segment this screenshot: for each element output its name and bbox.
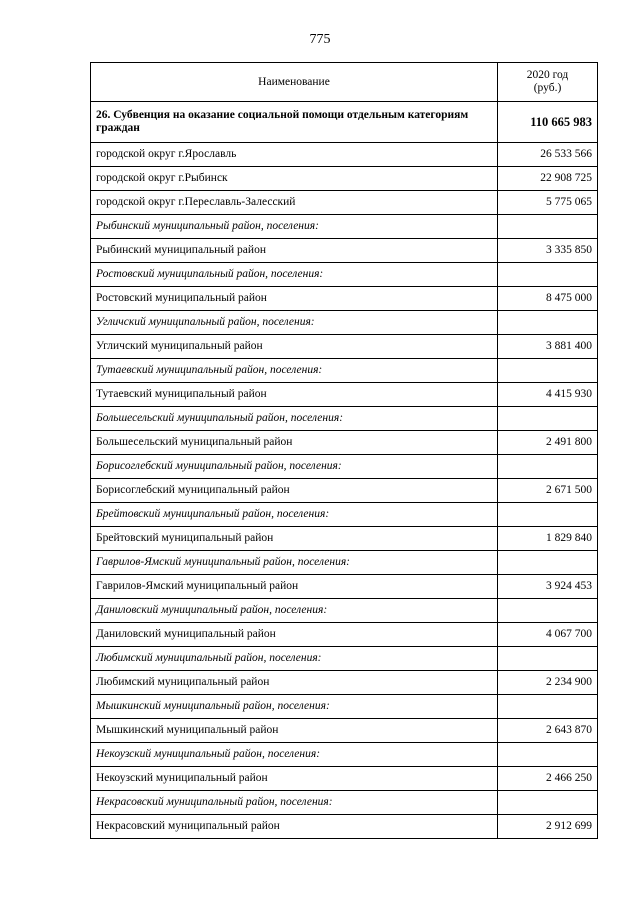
subheader-row <box>91 263 598 287</box>
row-name: Большесельский муниципальный район, поселения: <box>91 407 498 431</box>
row-value <box>498 791 598 815</box>
row-name: Борисоглебский муниципальный район, поселения: <box>91 455 498 479</box>
row-value: 2 466 250 <box>498 767 598 791</box>
row-value <box>498 311 598 335</box>
subheader-row <box>91 215 598 239</box>
row-name: Любимский муниципальный район, поселения: <box>91 647 498 671</box>
row-name: Гаврилов-Ямский муниципальный район <box>91 575 498 599</box>
row-value <box>498 743 598 767</box>
row-name: Тутаевский муниципальный район <box>91 383 498 407</box>
row-value <box>498 647 598 671</box>
row-value: 2 643 870 <box>498 719 598 743</box>
table-row <box>91 191 598 215</box>
row-value <box>498 407 598 431</box>
subheader-row <box>91 455 598 479</box>
row-value: 8 475 000 <box>498 287 598 311</box>
table-row <box>91 671 598 695</box>
column-header-year-label: 2020 год <box>526 69 569 81</box>
table-row <box>91 287 598 311</box>
row-value: 1 829 840 <box>498 527 598 551</box>
subheader-row <box>91 311 598 335</box>
subheader-row <box>91 647 598 671</box>
table-row <box>91 167 598 191</box>
row-name: Некрасовский муниципальный район, поселения: <box>91 791 498 815</box>
row-name: городской округ г.Переславль-Залесский <box>91 191 498 215</box>
row-name: городской округ г.Рыбинск <box>91 167 498 191</box>
row-name: Гаврилов-Ямский муниципальный район, поселения: <box>91 551 498 575</box>
row-value: 2 491 800 <box>498 431 598 455</box>
subheader-row <box>91 359 598 383</box>
row-value: 3 335 850 <box>498 239 598 263</box>
row-name: Брейтовский муниципальный район <box>91 527 498 551</box>
row-name: Даниловский муниципальный район, поселения: <box>91 599 498 623</box>
row-value: 22 908 725 <box>498 167 598 191</box>
row-value <box>498 599 598 623</box>
table-row <box>91 383 598 407</box>
row-name: Некрасовский муниципальный район <box>91 815 498 839</box>
table-row <box>91 767 598 791</box>
table-row <box>91 479 598 503</box>
row-value: 3 924 453 <box>498 575 598 599</box>
row-name: Борисоглебский муниципальный район <box>91 479 498 503</box>
row-value <box>498 455 598 479</box>
table-row <box>91 335 598 359</box>
column-header-name: Наименование <box>91 63 498 102</box>
table-row <box>91 623 598 647</box>
row-value: 4 415 930 <box>498 383 598 407</box>
subheader-row <box>91 791 598 815</box>
row-name: Мышкинский муниципальный район, поселения: <box>91 695 498 719</box>
row-name: Ростовский муниципальный район, поселения: <box>91 263 498 287</box>
table-row <box>91 143 598 167</box>
subheader-row <box>91 503 598 527</box>
section-title: 26. Субвенция на оказание социальной помощи отдельным категориям граждан <box>91 102 498 143</box>
row-value: 5 775 065 <box>498 191 598 215</box>
row-name: Некоузский муниципальный район <box>91 767 498 791</box>
row-value <box>498 503 598 527</box>
table-header-row <box>91 63 598 102</box>
row-name: Угличский муниципальный район, поселения: <box>91 311 498 335</box>
row-name: Рыбинский муниципальный район <box>91 239 498 263</box>
row-name: Даниловский муниципальный район <box>91 623 498 647</box>
column-header-year <box>498 63 598 102</box>
row-value: 4 067 700 <box>498 623 598 647</box>
row-value <box>498 551 598 575</box>
subheader-row <box>91 599 598 623</box>
row-value: 2 234 900 <box>498 671 598 695</box>
row-value <box>498 263 598 287</box>
row-name: Рыбинский муниципальный район, поселения: <box>91 215 498 239</box>
row-name: Ростовский муниципальный район <box>91 287 498 311</box>
subheader-row <box>91 551 598 575</box>
column-header-unit: (руб.) <box>533 82 562 94</box>
row-value: 3 881 400 <box>498 335 598 359</box>
row-name: Тутаевский муниципальный район, поселения: <box>91 359 498 383</box>
section-row <box>91 102 598 143</box>
table-row <box>91 815 598 839</box>
table-row <box>91 575 598 599</box>
table-row <box>91 527 598 551</box>
table-row <box>91 239 598 263</box>
row-name: Любимский муниципальный район <box>91 671 498 695</box>
subheader-row <box>91 743 598 767</box>
page-number: 775 <box>309 32 331 47</box>
row-value: 2 912 699 <box>498 815 598 839</box>
row-name: Брейтовский муниципальный район, поселения: <box>91 503 498 527</box>
section-total: 110 665 983 <box>498 102 598 143</box>
row-name: Мышкинский муниципальный район <box>91 719 498 743</box>
table-row <box>91 431 598 455</box>
row-value <box>498 359 598 383</box>
row-value: 2 671 500 <box>498 479 598 503</box>
row-name: Угличский муниципальный район <box>91 335 498 359</box>
subheader-row <box>91 695 598 719</box>
row-value <box>498 695 598 719</box>
row-value: 26 533 566 <box>498 143 598 167</box>
subheader-row <box>91 407 598 431</box>
row-name: Некоузский муниципальный район, поселения: <box>91 743 498 767</box>
table-row <box>91 719 598 743</box>
row-name: городской округ г.Ярославль <box>91 143 498 167</box>
row-name: Большесельский муниципальный район <box>91 431 498 455</box>
budget-table <box>90 62 598 839</box>
table-body <box>91 102 598 839</box>
row-value <box>498 215 598 239</box>
